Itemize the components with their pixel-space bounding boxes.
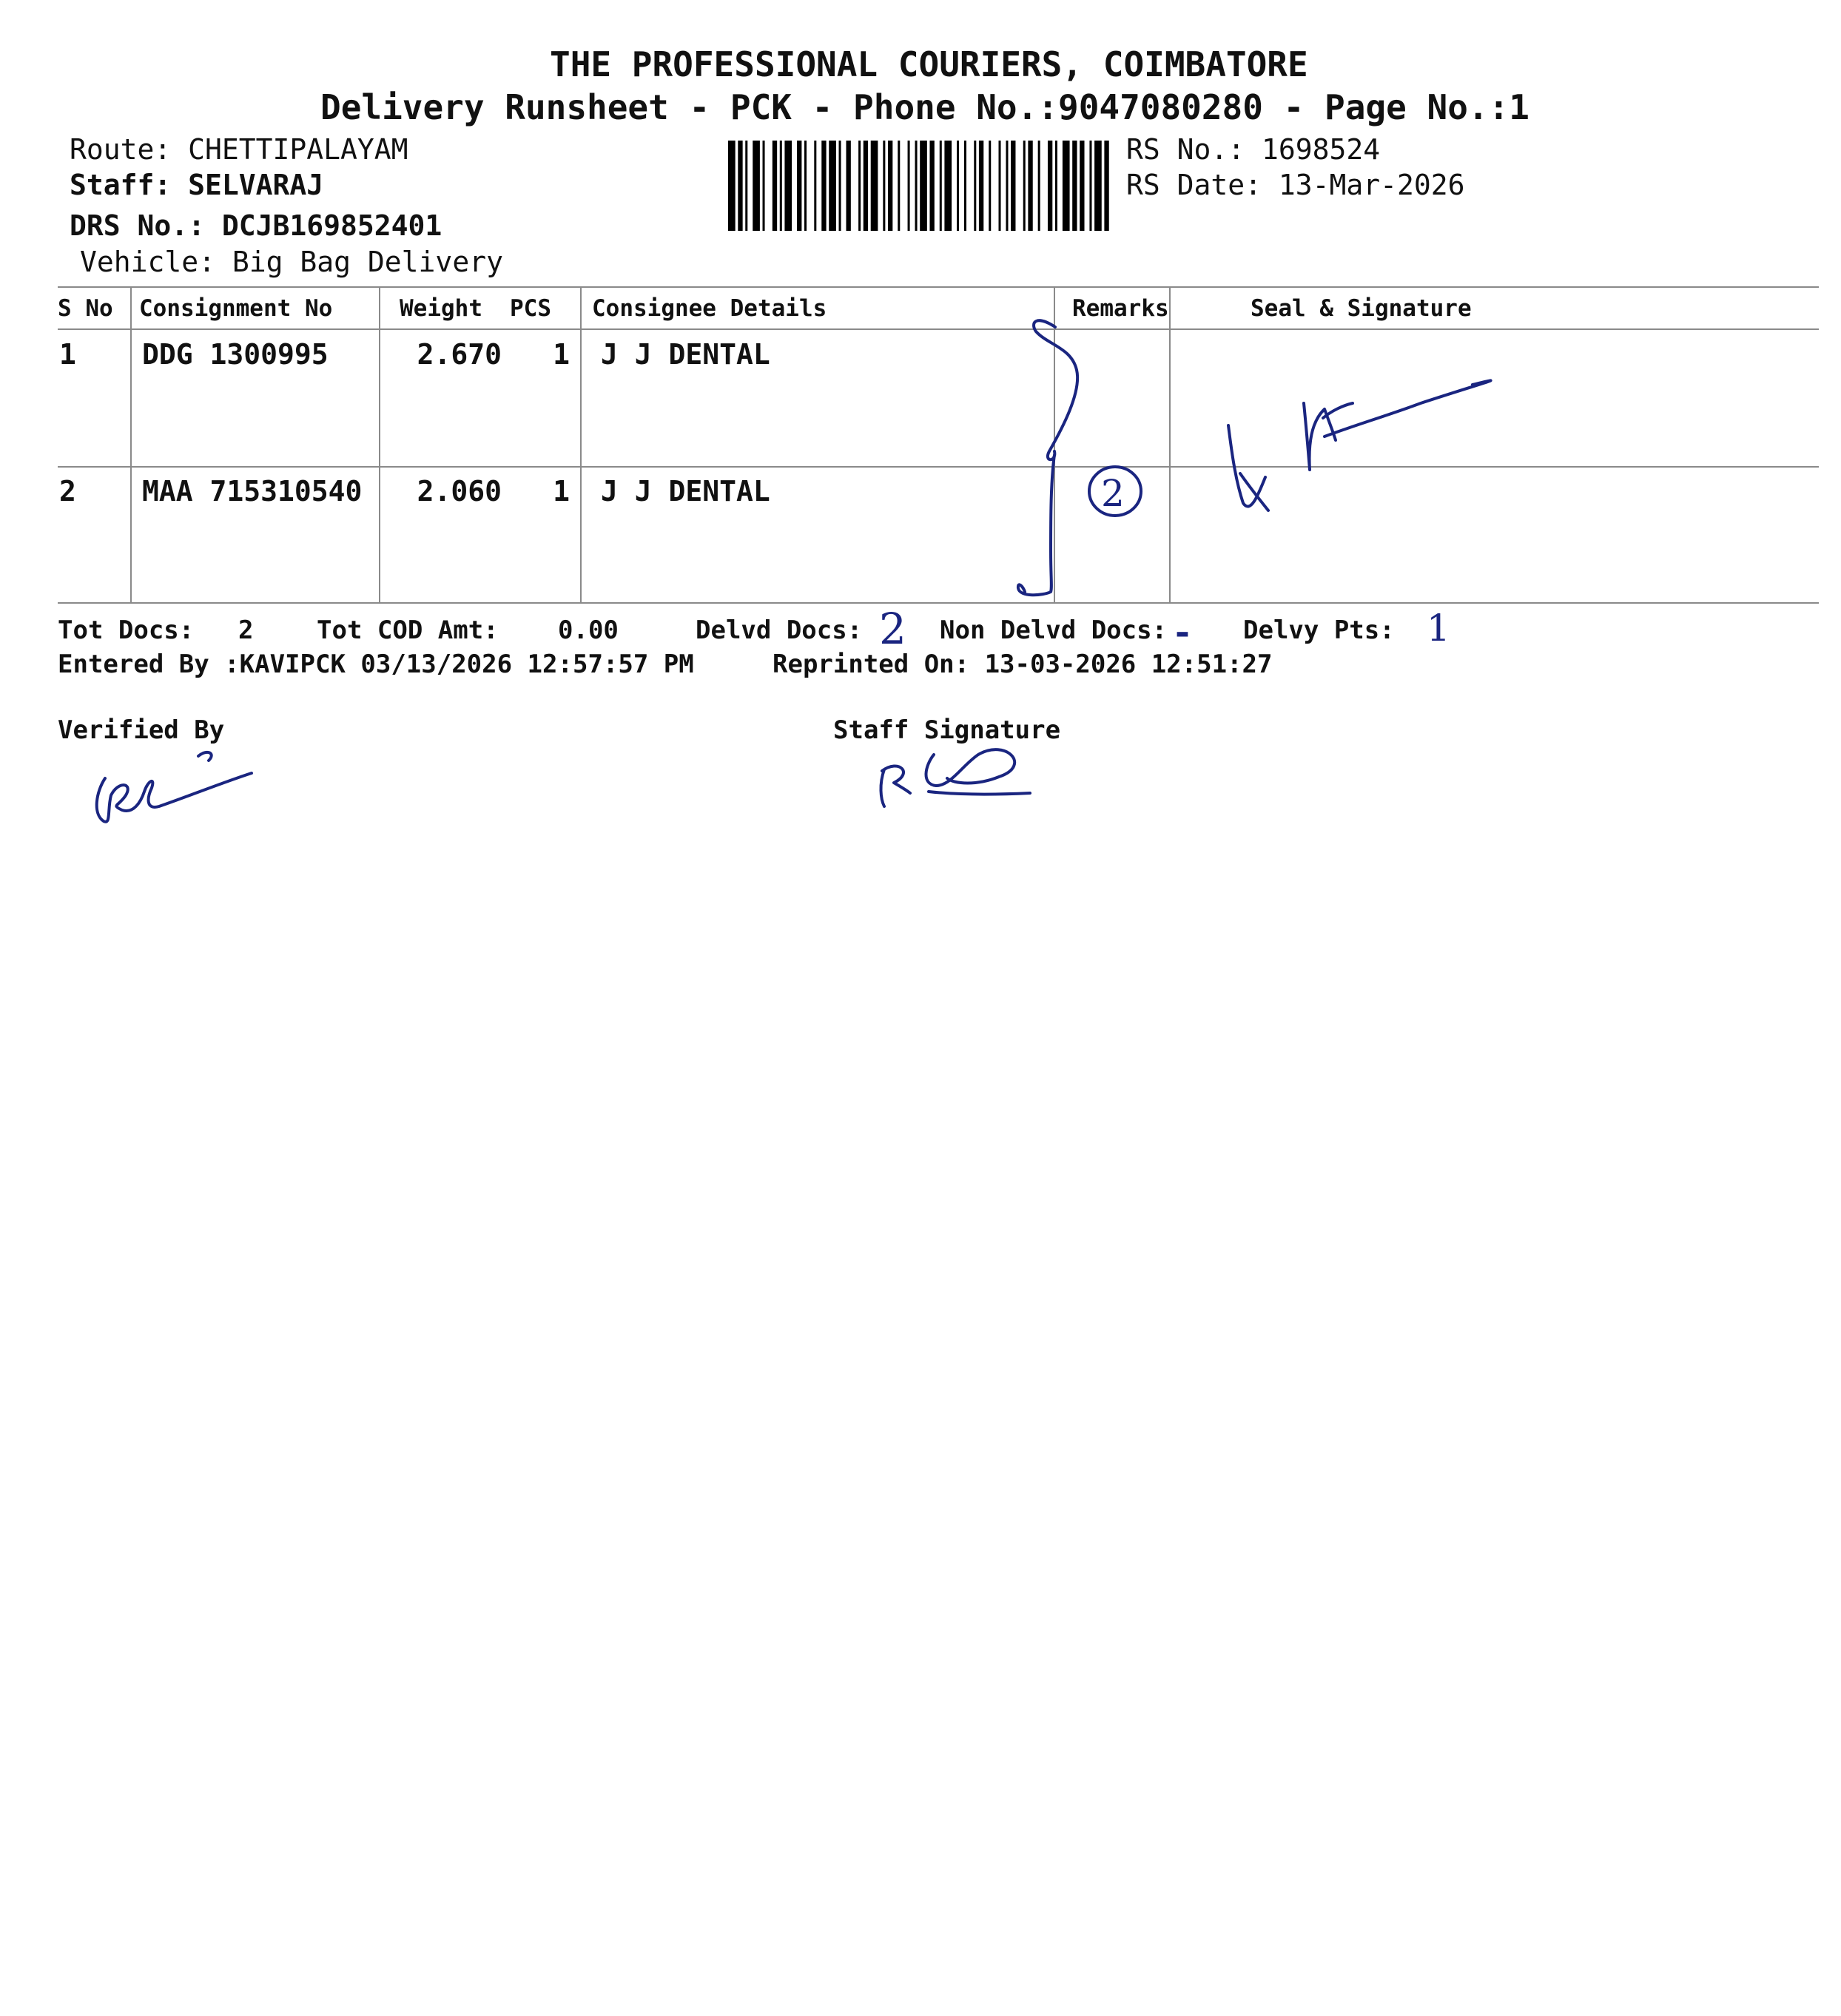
delvy-pts-label: Delvy Pts: (1243, 616, 1395, 645)
cell-consignee: J J DENTAL (601, 338, 770, 371)
header-sno: S No (58, 295, 113, 322)
staff-signature (0, 0, 1841, 851)
cell-consignment: MAA 715310540 (142, 475, 363, 508)
company-name: THE PROFESSIONAL COURIERS, COIMBATORE (550, 44, 1308, 84)
delvd-docs-handwritten: 2 (879, 604, 906, 654)
verified-by-label: Verified By (58, 715, 225, 745)
drs-number: DRS No.: DCJB169852401 (70, 209, 442, 242)
cell-sno: 2 (59, 475, 76, 508)
cell-weight: 2.060 (417, 475, 502, 508)
cell-consignee: J J DENTAL (601, 475, 770, 508)
staff-signature-label: Staff Signature (833, 715, 1061, 745)
cell-consignment: DDG 1300995 (142, 338, 329, 371)
rs-number: RS No.: 1698524 (1126, 133, 1381, 166)
delvd-docs-label: Delvd Docs: (696, 616, 863, 645)
non-delvd-handwritten: - (1175, 611, 1190, 653)
remarks-handwritten: 2 (1101, 472, 1125, 515)
header-pcs: PCS (510, 295, 551, 322)
cell-weight: 2.670 (417, 338, 502, 371)
cell-pcs: 1 (553, 475, 570, 508)
header-consignee: Consignee Details (592, 295, 827, 322)
header-remarks: Remarks (1072, 295, 1169, 322)
delvy-pts-handwritten: 1 (1427, 607, 1450, 650)
header-seal-signature: Seal & Signature (1251, 295, 1472, 322)
route-label: Route: CHETTIPALAYAM (70, 133, 408, 166)
cell-sno: 1 (59, 338, 76, 371)
tot-docs-value: 2 (238, 616, 254, 645)
runsheet-subtitle: Delivery Runsheet - PCK - Phone No.:9047080280 - Page No.:1 (320, 87, 1529, 127)
staff-label: Staff: SELVARAJ (70, 169, 324, 201)
entered-by: Entered By :KAVIPCK 03/13/2026 12:57:57 PM (58, 650, 694, 679)
tot-cod-label: Tot COD Amt: (317, 616, 499, 645)
reprinted-on: Reprinted On: 13-03-2026 12:51:27 (773, 650, 1273, 679)
rs-date: RS Date: 13-Mar-2026 (1126, 169, 1465, 201)
tot-cod-value: 0.00 (558, 616, 619, 645)
header-consignment: Consignment No (139, 295, 333, 322)
tot-docs-label: Tot Docs: (58, 616, 195, 645)
non-delvd-docs-label: Non Delvd Docs: (940, 616, 1168, 645)
header-weight: Weight (400, 295, 482, 322)
cell-pcs: 1 (553, 338, 570, 371)
vehicle-label: Vehicle: Big Bag Delivery (80, 246, 503, 278)
